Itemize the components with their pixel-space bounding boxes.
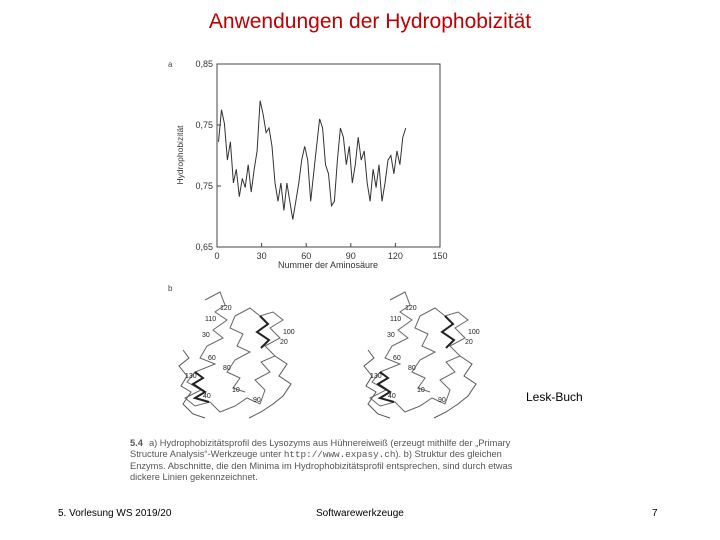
residue-label-left: 120 <box>220 305 232 312</box>
x-tick-label: 120 <box>387 251 403 261</box>
residue-label-left: 10 <box>232 387 240 394</box>
plot-frame <box>217 64 440 247</box>
x-axis-label: Nummer der Aminosäure <box>277 260 379 270</box>
residue-label-left: 40 <box>203 393 211 400</box>
residue-label-right: 40 <box>388 393 396 400</box>
panel-label-b: b <box>168 284 173 293</box>
residue-label-left: 100 <box>283 329 295 336</box>
x-tick-label: 0 <box>214 251 220 261</box>
residue-label-left: 80 <box>223 365 231 372</box>
y-tick-label: 0,75 <box>195 120 213 130</box>
caption-text-part1: a) Hydrophobizitätsprofil des Lysozyms aus Hühnereiweiß (erzeugt mithilfe der „Primary Structure Analysis“-Werkzeuge unter <box>130 438 511 460</box>
source-note: Lesk-Buch <box>526 390 583 404</box>
residue-label-left: 60 <box>208 355 216 362</box>
residue-label-right: 100 <box>468 329 480 336</box>
x-tick-label: 150 <box>432 251 448 261</box>
structure-right-trace <box>364 292 476 418</box>
residue-label-left: 30 <box>202 332 210 339</box>
y-tick-label: 0,65 <box>195 242 213 252</box>
slide-title: Anwendungen der Hydrophobizität <box>208 10 532 33</box>
residue-label-left: 110 <box>205 316 217 323</box>
residue-label-left: 90 <box>253 397 261 404</box>
residue-label-left: 20 <box>280 339 288 346</box>
y-tick-label: 0,85 <box>195 59 213 69</box>
hydrophobicity-series-line <box>219 101 406 220</box>
footer-topic: Softwarewerkzeuge <box>316 508 404 519</box>
x-tick-label: 30 <box>256 251 267 261</box>
residue-label-right: 110 <box>390 316 402 323</box>
residue-label-right: 30 <box>387 332 395 339</box>
y-tick-label: 0,75 <box>195 181 213 191</box>
hydrophobicity-chart <box>165 55 455 275</box>
residue-label-left: 130 <box>185 373 197 380</box>
footer-course: 5. Vorlesung WS 2019/20 <box>58 508 172 519</box>
residue-label-right: 80 <box>408 365 416 372</box>
residue-label-right: 10 <box>417 387 425 394</box>
residue-label-right: 20 <box>465 339 473 346</box>
residue-label-right: 130 <box>370 373 382 380</box>
protein-structure-stereo-image <box>165 280 525 430</box>
caption-url: http://www.expasy.ch <box>283 449 396 461</box>
x-tick-label: 60 <box>301 251 312 261</box>
panel-label-a: a <box>168 60 173 69</box>
residue-label-right: 60 <box>393 355 401 362</box>
caption-text-part2: ). b) Struktur des gleichen Enzyms. Abschnitte, die den Minima im Hydrophobizitätsprofil entsprechen, sind durch etwas dickere Linien gekennzeichnet. <box>130 449 513 482</box>
structure-left-trace <box>179 292 291 418</box>
residue-label-right: 90 <box>438 397 446 404</box>
figure-caption <box>130 438 530 483</box>
y-axis-label: Hydrophobizität <box>175 125 185 185</box>
residue-label-right: 120 <box>405 305 417 312</box>
x-tick-label: 90 <box>345 251 356 261</box>
caption-number: 5.4 <box>130 438 143 448</box>
page-number: 7 <box>652 508 658 519</box>
